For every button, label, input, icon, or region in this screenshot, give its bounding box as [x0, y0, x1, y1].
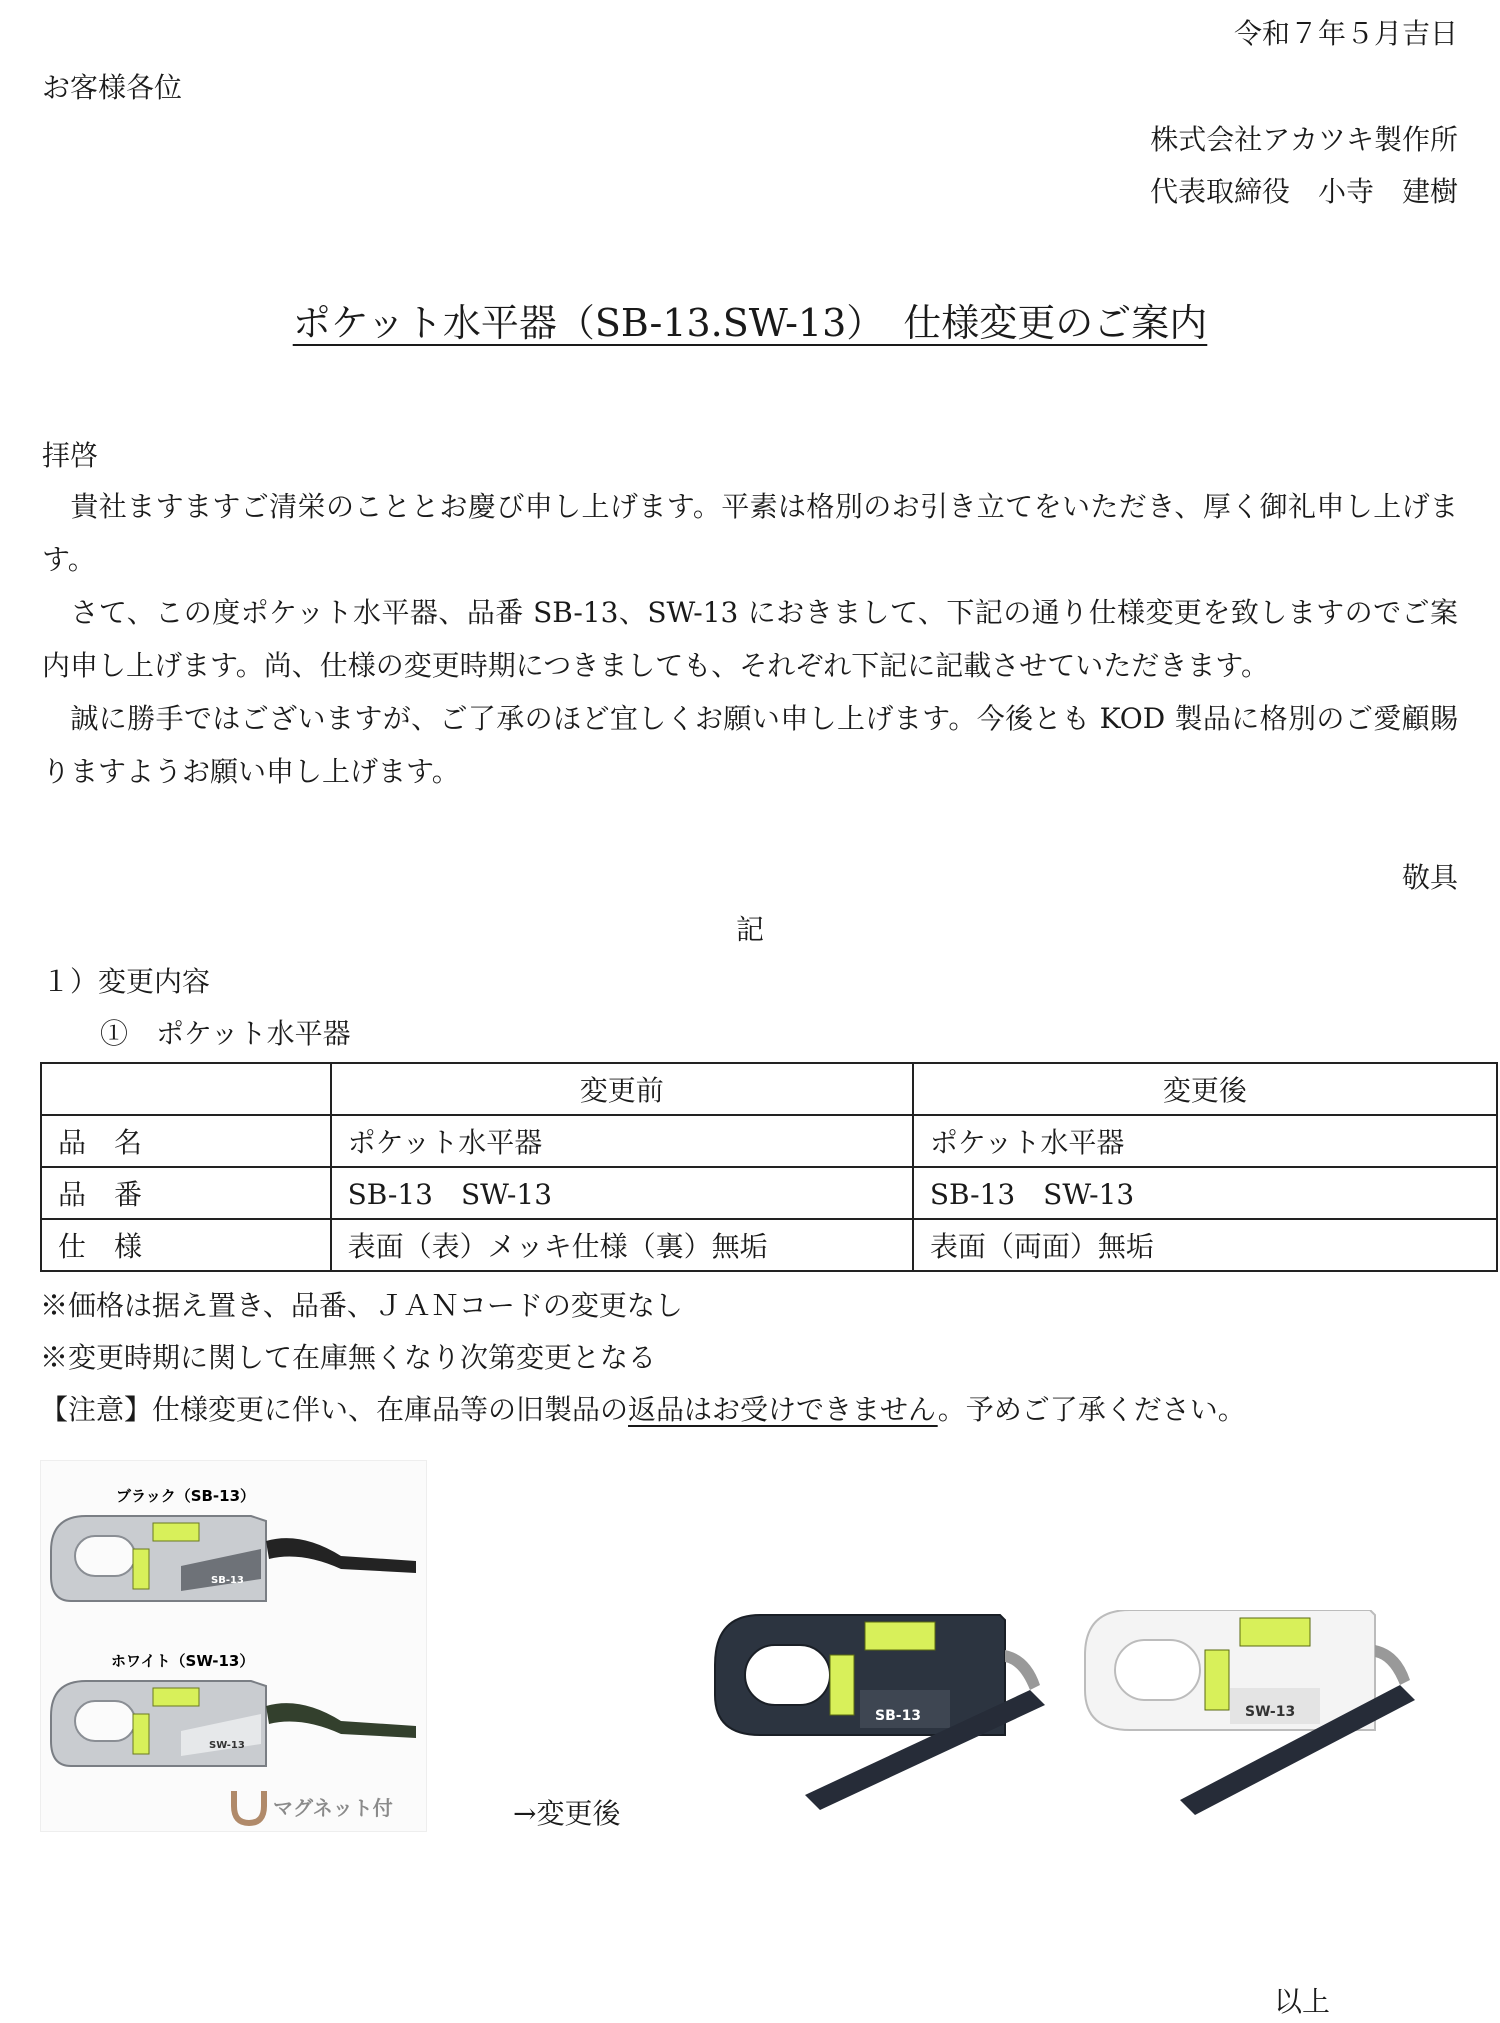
old-sw13-level	[51, 1681, 416, 1766]
cell-before: ポケット水平器	[331, 1115, 913, 1167]
old-sb-model: SB-13	[211, 1575, 244, 1586]
table-header-cell	[41, 1063, 331, 1115]
opening-greeting: 拝啓	[42, 439, 99, 472]
paragraph-2: さて、この度ポケット水平器、品番 SB-13、SW-13 におきまして、下記の通り仕様変更を致しますのでご案内申し上げます。尚、仕様の変更時期につきましても、それぞれ下記に記載させていただきます。	[42, 596, 1458, 682]
paragraph-1: 貴社ますますご清栄のこととお慶び申し上げます。平素は格別のお引き立てをいただき、厚く御礼申し上げます。	[42, 490, 1458, 576]
cell-after: SB-13 SW-13	[913, 1167, 1497, 1219]
table-row	[41, 1219, 1497, 1271]
title-text: ポケット水平器（SB-13.SW-13） 仕様変更のご案内	[292, 301, 1208, 345]
new-sw-model: SW-13	[1245, 1704, 1296, 1720]
old-levels-illustration	[41, 1461, 426, 1831]
recipient: お客様各位	[42, 71, 183, 104]
document-date: 令和７年５月吉日	[1233, 17, 1458, 50]
spec-change-table	[40, 1062, 1498, 1272]
new-sw13-level	[1085, 1610, 1415, 1815]
row-label: 品 番	[41, 1167, 331, 1219]
row-label: 仕 様	[41, 1219, 331, 1271]
section-subheading: ① ポケット水平器	[100, 1017, 351, 1050]
row-label: 品 名	[41, 1115, 331, 1167]
caution-prefix: 【注意】仕様変更に伴い、在庫品等の旧製品の	[40, 1393, 629, 1426]
caution-underlined: 返品はお受けできません	[628, 1393, 938, 1426]
new-product-photo	[700, 1610, 1460, 1840]
table-header-after: 変更後	[913, 1063, 1497, 1115]
representative: 代表取締役 小寺 建樹	[1149, 175, 1458, 208]
document-title	[0, 301, 1500, 345]
old-sb13-level	[51, 1516, 416, 1601]
new-sb13-level	[715, 1615, 1045, 1810]
after-arrow-label: →変更後	[513, 1797, 621, 1830]
new-sb-model: SB-13	[875, 1708, 922, 1724]
magnet-icon	[234, 1791, 264, 1823]
note-timing: ※変更時期に関して在庫無くなり次第変更となる	[40, 1341, 657, 1374]
new-levels-illustration	[700, 1610, 1460, 1840]
cell-after: 表面（両面）無垢	[913, 1219, 1497, 1271]
cell-before: SB-13 SW-13	[331, 1167, 913, 1219]
old-product-photo	[40, 1460, 427, 1832]
paragraph-3: 誠に勝手ではございますが、ご了承のほど宜しくお願い申し上げます。今後とも KOD 製品に格別のご愛顧賜りますようお願い申し上げます。	[42, 702, 1458, 788]
old-sw-model: SW-13	[209, 1740, 245, 1751]
closing-word: 敬具	[1401, 861, 1458, 894]
cell-before: 表面（表）メッキ仕様（裏）無垢	[331, 1219, 913, 1271]
ki-marker: 記	[735, 913, 764, 946]
cell-after: ポケット水平器	[913, 1115, 1497, 1167]
note-price: ※価格は据え置き、品番、ＪＡＮコードの変更なし	[40, 1289, 683, 1322]
section-heading: １）変更内容	[42, 965, 211, 998]
company-name: 株式会社アカツキ製作所	[1150, 123, 1458, 156]
end-marker: 以上	[1273, 1985, 1330, 2018]
caution-suffix: 。予めご了承ください。	[937, 1393, 1246, 1426]
old-white-label: ホワイト（SW-13）	[111, 1652, 255, 1670]
table-row	[41, 1167, 1497, 1219]
table-header-row	[41, 1063, 1497, 1115]
caution-note	[40, 1393, 1246, 1426]
table-header-before: 変更前	[331, 1063, 913, 1115]
old-black-label: ブラック（SB-13）	[116, 1487, 256, 1505]
magnet-label: マグネット付	[273, 1796, 393, 1820]
table-row	[41, 1115, 1497, 1167]
